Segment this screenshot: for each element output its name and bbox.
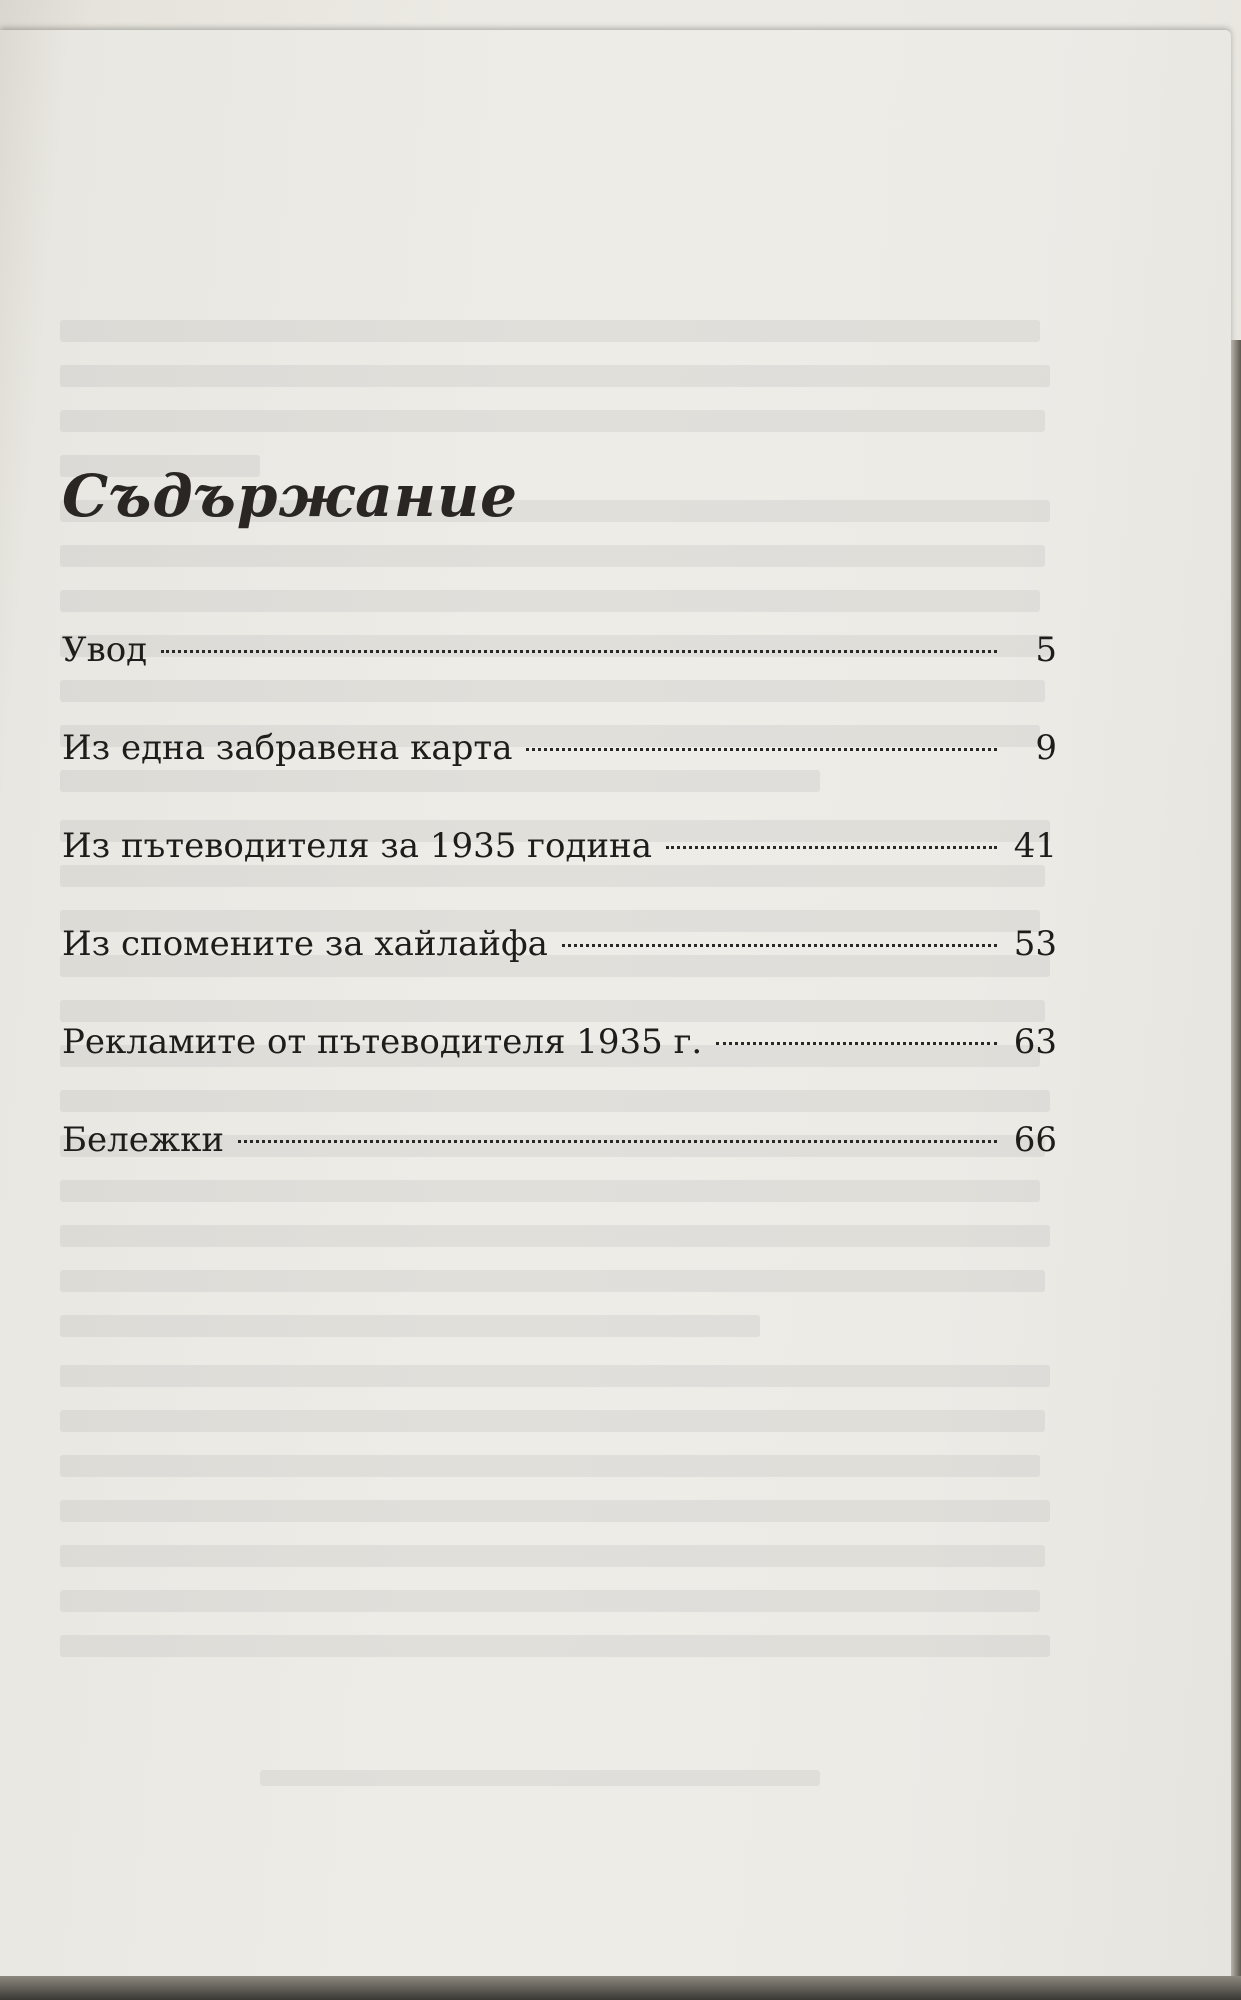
toc-entry-title: Бележки [62,1120,225,1160]
toc-entry-page: 66 [1013,1120,1057,1160]
table-of-contents-heading: Съдържание [62,462,519,530]
toc-entry[interactable] [62,630,1057,728]
table-surface [0,1976,1241,2000]
toc-entry-page: 9 [1035,728,1057,768]
toc-entry[interactable] [62,826,1057,924]
dot-leader [238,1140,997,1143]
dot-leader [666,846,997,849]
toc-entry-title: Из една забравена карта [62,728,513,768]
toc-entry-page: 5 [1035,630,1057,670]
toc-entry-title: Увод [62,630,148,670]
dot-leader [716,1042,997,1045]
toc-entry-page: 41 [1013,826,1057,866]
toc-entry[interactable] [62,924,1057,1022]
book-page [0,30,1231,1990]
dot-leader [562,944,997,947]
toc-entry-page: 63 [1013,1022,1057,1062]
toc-entry[interactable] [62,1022,1057,1120]
book-edge [1231,340,1241,2000]
toc-entry-title: Из пътеводителя за 1935 година [62,826,652,866]
dot-leader [526,748,997,751]
toc-entry[interactable] [62,1120,1057,1218]
dot-leader [161,650,997,653]
toc-entry-page: 53 [1013,924,1057,964]
table-of-contents [62,630,1057,1218]
toc-entry-title: Из спомените за хайлайфа [62,924,548,964]
toc-entry-title: Рекламите от пътеводителя 1935 г. [62,1022,703,1062]
toc-entry[interactable] [62,728,1057,826]
